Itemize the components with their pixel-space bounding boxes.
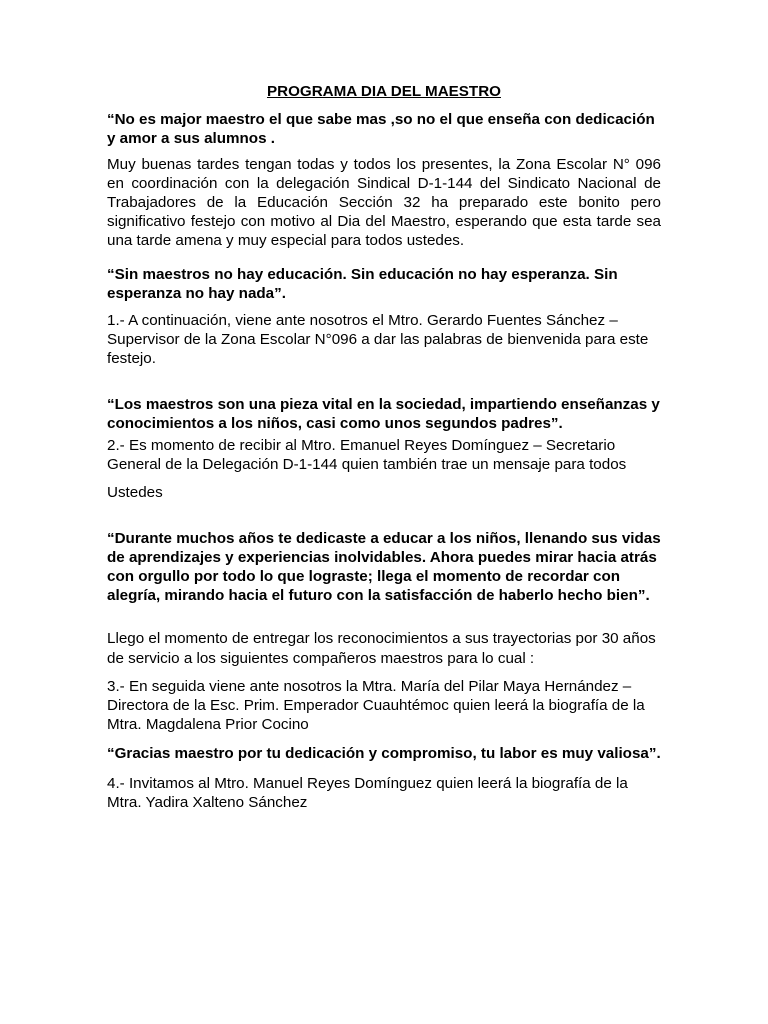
program-item-continuation: Ustedes bbox=[107, 484, 163, 502]
quote-paragraph: “Durante muchos años te dedicaste a educar a los niños, llenando sus vidas de aprendizajes y experiencias inolvidables. Ahora puedes mirar hacia atrás con orgullo por todo lo que lograste; llega el momento de recordar con alegría, mirando hacia el futuro con la satisfacción de haberlo hecho bien”. bbox=[107, 529, 661, 605]
quote-paragraph: “No es major maestro el que sabe mas ,so no el que enseña con dedicación y amor a sus alumnos . bbox=[107, 111, 655, 148]
quote-paragraph: “Gracias maestro por tu dedicación y compromiso, tu labor es muy valiosa”. bbox=[107, 745, 661, 763]
program-item: 2.- Es momento de recibir al Mtro. Emanuel Reyes Domínguez – Secretario General de la Delegación D-1-144 quien también trae un mensaje para todos bbox=[107, 437, 627, 474]
document-body bbox=[107, 82, 661, 812]
recognition-paragraph: Llego el momento de entregar los reconocimientos a sus trayectorias por 30 años de servicio a los siguientes compañeros maestros para lo cual : bbox=[107, 630, 656, 667]
program-item: 1.- A continuación, viene ante nosotros el Mtro. Gerardo Fuentes Sánchez – Supervisor de la Zona Escolar N°096 a dar las palabras de bienvenida para este festejo. bbox=[107, 312, 649, 368]
program-item: 3.- En seguida viene ante nosotros la Mtra. María del Pilar Maya Hernández – Directora de la Esc. Prim. Emperador Cuauhtémoc quien leerá la biografía de la Mtra. Magdalena Prior Cocino bbox=[107, 677, 645, 734]
quote-paragraph: “Sin maestros no hay educación. Sin educación no hay esperanza. Sin esperanza no hay nada”. bbox=[107, 265, 618, 302]
program-item: 4.- Invitamos al Mtro. Manuel Reyes Domínguez quien leerá la biografía de la Mtra. Yadira Xalteno Sánchez bbox=[107, 774, 628, 811]
quote-paragraph: “Los maestros son una pieza vital en la sociedad, impartiendo enseñanzas y conocimientos a los niños, casi como unos segundos padres”. bbox=[107, 395, 660, 432]
intro-paragraph: Muy buenas tardes tengan todas y todos los presentes, la Zona Escolar N° 096 en coordinación con la delegación Sindical D-1-144 del Sindicato Nacional de Trabajadores de la Educación Sección 32 ha preparado este bonito pero significativo festejo con motivo al Dia del Maestro, esperando que esta tarde sea una tarde amena y muy especial para todos ustedes. bbox=[107, 155, 661, 250]
page-title: PROGRAMA DIA DEL MAESTRO bbox=[266, 83, 501, 100]
